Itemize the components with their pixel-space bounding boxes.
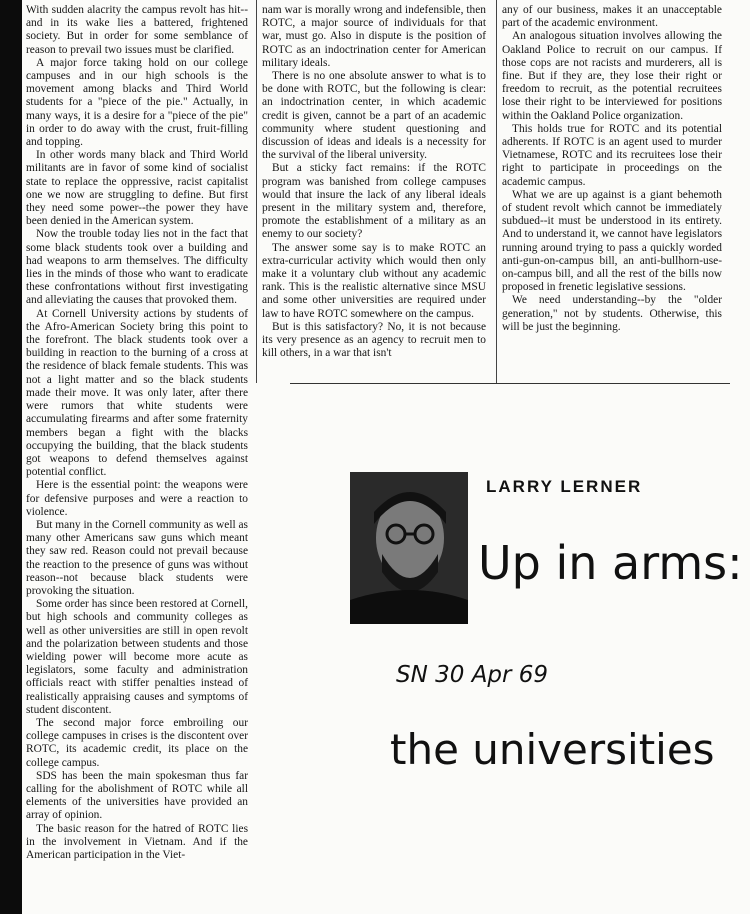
article-paragraph: What we are up against is a giant behemoth of student revolt which cannot be immediately subdued--it must be understood in its entirety. And to understand it, we cannot have legislators running around trying to pass a quickly worded anti-gun-on-campus bill, an anti-bullhorn-use-on-campus bill, and all the rest of the bills now proposed in frenetic legislative sessions. [502, 188, 722, 294]
article-paragraph: nam war is morally wrong and indefensible, then ROTC, a major source of individuals for that war, must go. Also in dispute is the position of ROTC as an indoctrination center for American military ideals. [262, 4, 486, 69]
article-paragraph: But a sticky fact remains: if the ROTC program was banished from college campuses would that insure the lack of any liberal ideals present in the military system and, therefore, promote the establishment of a military as an enemy to our society? [262, 162, 486, 241]
article-paragraph: The second major force embroiling our college campuses in crises is the discontent over ROTC, its academic credit, its place on the college campus. [26, 716, 248, 769]
column-divider [496, 0, 497, 383]
article-paragraph: But is this satisfactory? No, it is not because its very presence as an agency to recruit men to kill others, in a war that isn't [262, 320, 486, 360]
handwritten-date-note: SN 30 Apr 69 [396, 662, 549, 688]
author-photo [350, 472, 468, 624]
article-paragraph: Some order has since been restored at Cornell, but high schools and community colleges as well as other universities are still in open revolt and the polarization between students and those wielding power will become more acute as legislators, some faculty and administration officials react with stiffer penalties instead of realistically appraising causes and symptoms of student discontent. [26, 598, 248, 716]
article-paragraph: any of our business, makes it an unacceptable part of the academic environment. [502, 4, 722, 30]
article-paragraph: A major force taking hold on our college campuses and in our high schools is the movement among blacks and Third World students for a "piece of the pie." Actually, in many ways, it is a desire for a "piece of the pie" in order to do away with the crust, fruit-filling and topping. [26, 56, 248, 149]
article-paragraph: SDS has been the main spokesman thus far calling for the abolishment of ROTC while all elements of the universities have provided an array of opinion. [26, 769, 248, 822]
article-paragraph: Here is the essential point: the weapons were for defensive purposes and were a reaction to violence. [26, 479, 248, 518]
article-paragraph: With sudden alacrity the campus revolt has hit--and in its wake lies a battered, frightened society. But in order for some semblance of reason to prevail two issues must be clarified. [26, 4, 248, 56]
article-paragraph: But many in the Cornell community as well as many other Americans saw guns which meant they saw red. Reason could not prevail because the reaction to the presence of guns was without reason--not because black students were provoking the situation. [26, 518, 248, 597]
article-column-2 [262, 4, 486, 360]
article-paragraph: The answer some say is to make ROTC an extra-curricular activity which would then only make it a voluntary club without any academic rank. This is the realistic alternative since MSU and some other universities are required under law to have ROTC somewhere on the campus. [262, 241, 486, 320]
article-paragraph: In other words many black and Third World militants are in favor of some kind of socialist state to replace the oppressive, racist capitalist one we now are struggling to define. But first they need some power--the power they have been denied in the American system. [26, 149, 248, 228]
headline-top: Up in arms: [478, 536, 743, 590]
article-column-3 [502, 4, 722, 334]
article-paragraph: The basic reason for the hatred of ROTC lies in the involvement in Vietnam. And if the American participation in the Viet- [26, 822, 248, 861]
article-paragraph: There is no one absolute answer to what is to be done with ROTC, but the following is clear: an indoctrination center, in which academic credit is given, cannot be a part of an academic community where student questioning and discussion of ideas and ideals is a necessity for the survival of the liberal university. [262, 70, 486, 162]
article-paragraph: This holds true for ROTC and its potential adherents. If ROTC is an agent used to murder Vietnamese, ROTC and its recruitees lose their right to participate in proceedings on the academic campus. [502, 122, 722, 188]
author-byline: LARRY LERNER [486, 477, 643, 496]
column-divider [256, 0, 257, 383]
article-paragraph: Now the trouble today lies not in the fact that some black students took over a building and had weapons to arm themselves. The difficulty lies in the minds of those who want to eradicate these confrontations without first investigating and alleviating the causes that provoked them. [26, 228, 248, 307]
article-paragraph: At Cornell University actions by students of the Afro-American Society bring this point to the forefront. The black students took over a building in reaction to the burning of a cross at the residence of black female students. This was not a light matter and so the black students made their move. It was only later, after there were rumors that white students were accumulating firearms and after some fraternity members began a fight with the blacks occupying the building, that the black students got weapons to defend themselves against potential conflict. [26, 307, 248, 479]
article-column-1 [26, 4, 248, 862]
article-paragraph: We need understanding--by the "older generation," not by students. Otherwise, this will be just the beginning. [502, 294, 722, 333]
section-rule [290, 383, 730, 384]
headline-bottom: the universities [390, 725, 715, 774]
scan-dark-edge [0, 0, 22, 914]
article-paragraph: An analogous situation involves allowing the Oakland Police to recruit on our campus. If those cops are not racists and murderers, all is fine. But if they are, they lose their right or freedom to recruit, as the potential recruitees lose their right to be interviewed for positions within the Oakland Police organization. [502, 30, 722, 122]
